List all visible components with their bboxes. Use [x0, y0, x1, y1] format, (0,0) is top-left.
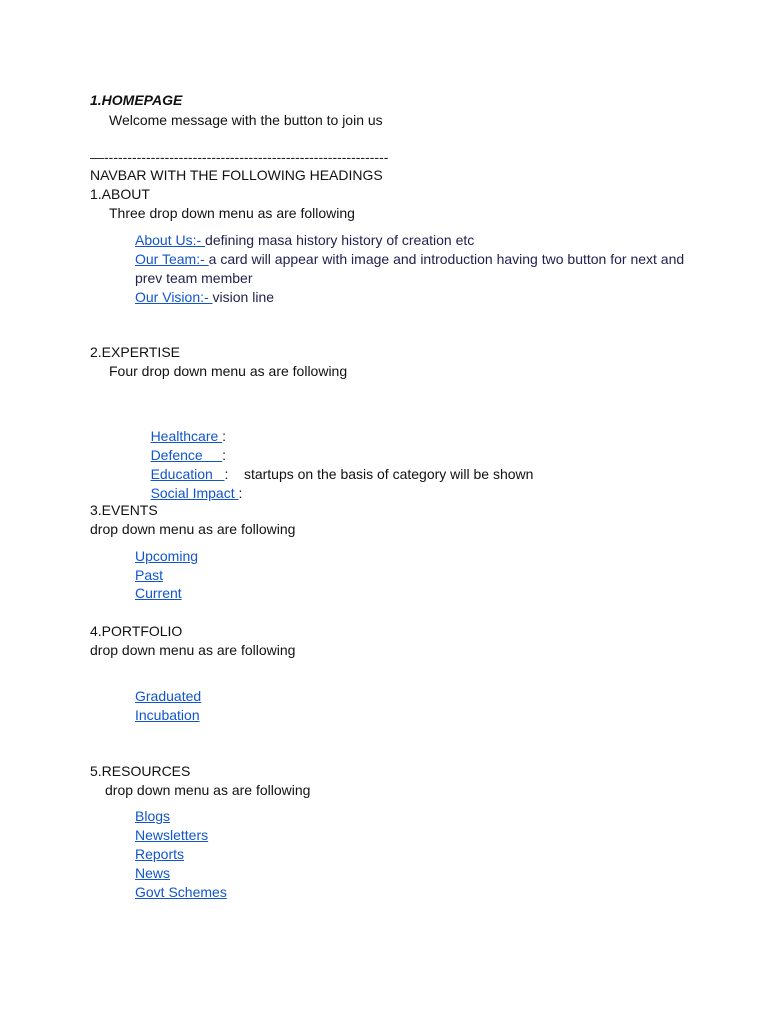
- education-link[interactable]: Education: [150, 466, 225, 482]
- portfolio-intro: drop down menu as are following: [90, 642, 296, 658]
- events-title: 3.EVENTS: [90, 502, 158, 518]
- resources-title: 5.RESOURCES: [90, 763, 191, 779]
- social-impact-text: :: [238, 485, 243, 501]
- expertise-title: 2.EXPERTISE: [90, 344, 181, 360]
- healthcare-link[interactable]: Healthcare: [150, 428, 223, 444]
- our-vision-link[interactable]: Our Vision:-: [135, 289, 213, 305]
- portfolio-graduated-link[interactable]: Graduated: [135, 688, 202, 704]
- events-current-link[interactable]: Current: [135, 585, 182, 601]
- resources-blogs-link[interactable]: Blogs: [135, 808, 171, 824]
- expertise-intro: Four drop down menu as are following: [109, 363, 348, 379]
- about-us-link[interactable]: About Us:-: [135, 232, 206, 248]
- homepage-title: 1.HOMEPAGE: [90, 92, 183, 108]
- defence-text: :: [222, 447, 227, 463]
- navbar-heading: NAVBAR WITH THE FOLLOWING HEADINGS: [90, 167, 383, 183]
- resources-newsletters-link[interactable]: Newsletters: [135, 827, 209, 843]
- homepage-description: Welcome message with the button to join us: [109, 112, 383, 128]
- resources-intro: drop down menu as are following: [105, 782, 311, 798]
- resources-news-link[interactable]: News: [135, 865, 171, 881]
- social-impact-link[interactable]: Social Impact: [150, 485, 239, 501]
- resources-govt-schemes-link[interactable]: Govt Schemes: [135, 884, 227, 900]
- our-team-link[interactable]: Our Team:-: [135, 251, 209, 267]
- our-vision-text: vision line: [212, 289, 275, 305]
- defence-link[interactable]: Defence: [150, 447, 223, 463]
- about-item-our-vision: [135, 288, 274, 307]
- about-item-our-team: [135, 250, 695, 288]
- portfolio-incubation-link[interactable]: Incubation: [135, 707, 200, 723]
- about-title: 1.ABOUT: [90, 186, 150, 202]
- our-team-text: a card will appear with image and introduction having two button for next and prev team member: [135, 251, 685, 286]
- about-us-text: defining masa history history of creation etc: [205, 232, 475, 248]
- healthcare-text: :: [222, 428, 227, 444]
- events-intro: drop down menu as are following: [90, 521, 296, 537]
- education-text: : startups on the basis of category will be shown: [224, 466, 534, 482]
- portfolio-title: 4.PORTFOLIO: [90, 623, 183, 639]
- separator-line: —-------------------------------------------------------------: [90, 149, 389, 165]
- about-item-about-us: [135, 231, 474, 250]
- events-upcoming-link[interactable]: Upcoming: [135, 548, 199, 564]
- events-past-link[interactable]: Past: [135, 567, 164, 583]
- about-intro: Three drop down menu as are following: [109, 205, 355, 221]
- resources-reports-link[interactable]: Reports: [135, 846, 185, 862]
